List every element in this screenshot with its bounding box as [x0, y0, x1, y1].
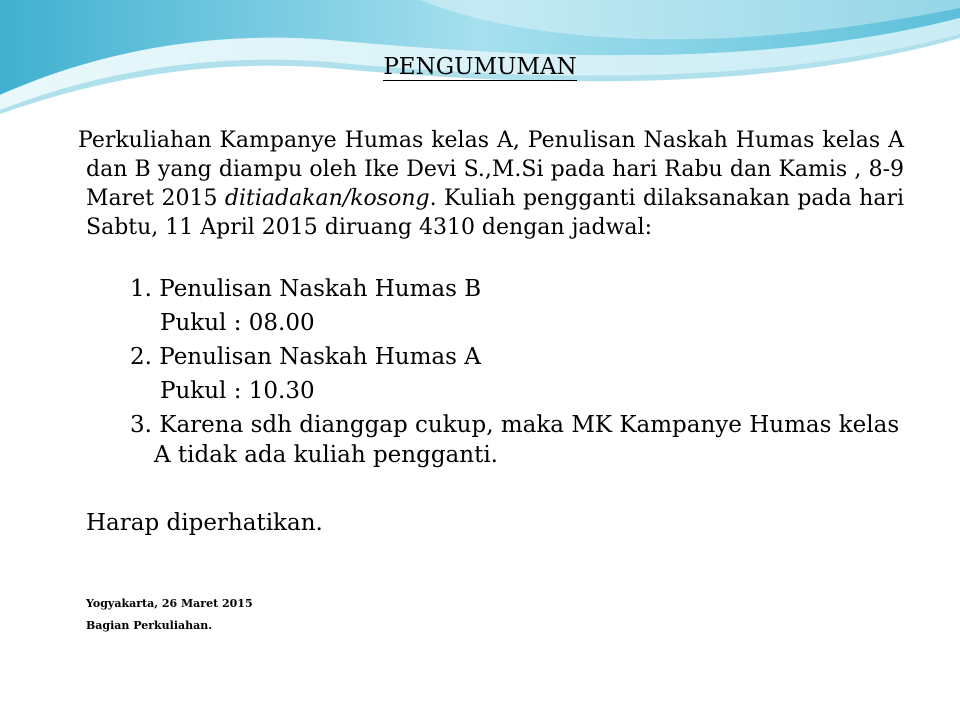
list-item: 3. Karena sdh dianggap cukup, maka MK Kampanye Humas kelas A tidak ada kuliah pengganti.: [130, 412, 900, 468]
list-item-time: Pukul : 10.30: [160, 378, 315, 404]
department-name: Bagian Perkuliahan.: [86, 619, 213, 632]
list-item: 2. Penulisan Naskah Humas A: [130, 344, 481, 370]
slide-title: PENGUMUMAN: [383, 54, 577, 80]
signature-block: [86, 593, 253, 637]
announcement-paragraph: Perkuliahan Kampanye Humas kelas A, Penulisan Naskah Humas kelas A dan B yang diampu oleh Ike Devi S.,M.Si pada hari Rabu dan Kamis , 8-9 Maret 2015 ditiadakan/kosong. Kuliah pengganti dilaksanakan pada hari Sabtu, 11 April 2015 diruang 4310 dengan jadwal:: [78, 128, 904, 240]
list-item: 1. Penulisan Naskah Humas B: [130, 276, 482, 302]
list-item-time: Pukul : 08.00: [160, 310, 315, 336]
cancelled-emphasis: ditiadakan/kosong: [224, 186, 430, 211]
place-date: Yogyakarta, 26 Maret 2015: [86, 597, 253, 610]
notice-text: Harap diperhatikan.: [86, 510, 323, 536]
schedule-list: [130, 272, 900, 470]
